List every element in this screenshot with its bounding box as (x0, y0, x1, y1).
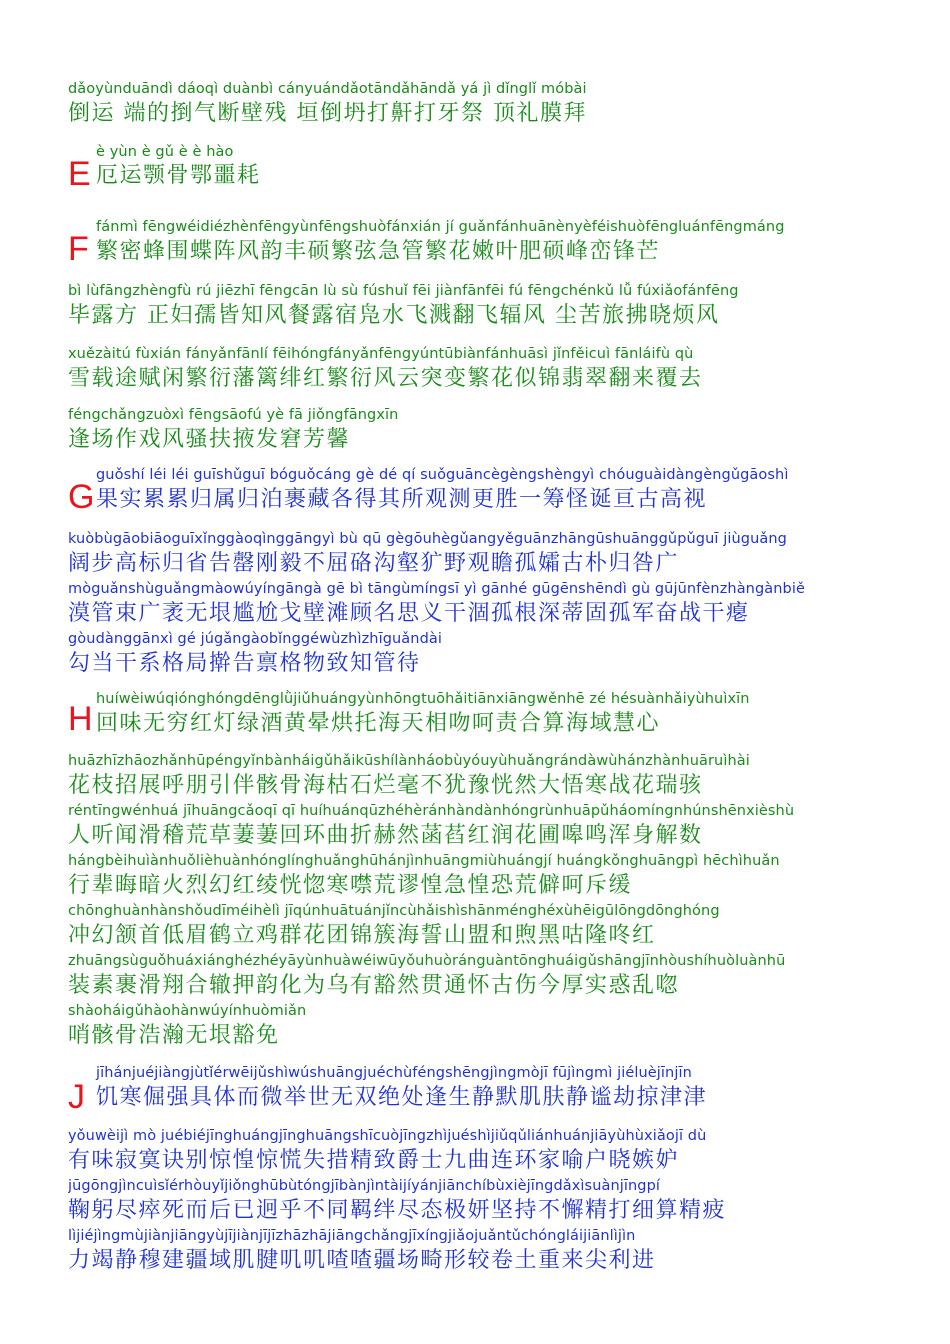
hanzi-line: 冲幻颔首低眉鹤立鸡群花团锦簇海誓山盟和煦黑咕隆咚红 (68, 923, 656, 948)
hanzi-line: 倒运 端的捯气断壁残 垣倒坍打鼾打牙祭 顶礼膜拜 (68, 101, 587, 126)
hanzi-line: 勾当干系格局擀告禀格物致知管待 (68, 651, 421, 676)
pinyin-line: è yùn è gǔ è è hào (96, 144, 234, 160)
pinyin-line: yǒuwèijì mò juébiéjīnghuángjīnghuāngshīcuòjīngzhìjuéshìjiǔqǔliánhuánjiāyùhùxiǎojī dù (68, 1128, 707, 1144)
section-letter-g: G (68, 478, 95, 516)
hanzi-line: 漠管束广袤无垠尴尬戈壁滩顾名思义干涸孤根深蒂固孤军奋战干瘪 (68, 601, 750, 626)
hanzi-line: 鞠躬尽瘁死而后已迥乎不同羁绊尽态极妍坚持不懈精打细算精疲 (68, 1198, 727, 1223)
section-letter-e: E (68, 155, 91, 193)
hanzi-line: 饥寒倔强具体而微举世无双绝处逢生静默肌肤静谧劫掠津津 (96, 1085, 708, 1110)
pinyin-line: féngchǎngzuòxì fēngsāofú yè fā jiǒngfāngxīn (68, 407, 399, 423)
hanzi-line: 果实累累归属归泊裹藏各得其所观测更胜一筹怪诞亘古高视 (96, 487, 708, 512)
pinyin-line: hángbèihuìànhuǒlièhuànhónglínghuǎnghūhánjìnhuāngmiùhuángjí huángkǒnghuāngpì hēchìhuǎn (68, 853, 780, 869)
hanzi-line: 阔步高标归省告罄刚毅不屈硌沟壑犷野观瞻孤孀古朴归咎广 (68, 551, 680, 576)
pinyin-line: xuězàitú fùxián fányǎnfānlí fēihóngfányǎnfēngyúntūbiànfánhuāsì jǐnfěicuì fānláifù qù (68, 346, 694, 362)
pinyin-line: jīhánjuéjiàngjùtǐérwēijǔshìwúshuāngjuéchùféngshēngjìngmòjī fūjìngmì jiéluèjīnjīn (96, 1065, 692, 1081)
hanzi-line: 人听闻滑稽荒草萋萋回环曲折赫然菡萏红润花圃嗥鸣浑身解数 (68, 823, 703, 848)
pinyin-line: shàoháigǔhàohànwúyínhuòmiǎn (68, 1003, 307, 1019)
hanzi-line: 花枝招展呼朋引伴骸骨海枯石烂毫不犹豫恍然大悟寒战花瑞骇 (68, 773, 703, 798)
pinyin-line: gòudànggānxì gé júgǎngàobǐnggéwùzhìzhīguǎndài (68, 631, 442, 647)
pinyin-line: guǒshí léi léi guīshǔguī bóguǒcáng gè dé qí suǒguāncègèngshèngyì chóuguàidàngèngǔgāoshì (96, 467, 789, 483)
pinyin-line: huāzhīzhāozhǎnhūpéngyǐnbànháigǔhǎikūshílànháobùyóuyùhuǎngrándàwùhánzhànhuāruìhài (68, 753, 750, 769)
pinyin-line: zhuāngsùguǒhuáxiánghézhéyāyùnhuàwéiwūyǒuhuòránguàntōnghuáigǔshāngjīnhòushíhuòluànhū (68, 953, 786, 969)
hanzi-line: 毕露方 正妇孺皆知风餐露宿凫水飞溅翻飞辐风 尘苦旅拂晓烦风 (68, 303, 720, 328)
hanzi-line: 有味寂寞诀别惊惶惊慌失措精致爵士九曲连环家喻户晓嫉妒 (68, 1148, 680, 1173)
hanzi-line: 行辈晦暗火烈幻红绫恍惚寒噤荒谬惶急惶恐荒僻呵斥缓 (68, 873, 633, 898)
hanzi-line: 逢场作戏风骚扶掖发窘芳馨 (68, 427, 351, 452)
hanzi-line: 力竭静穆建疆域肌腱叽叽喳喳疆场畸形较卷土重来尖利进 (68, 1248, 656, 1273)
hanzi-line: 厄运颚骨鄂噩耗 (96, 163, 261, 188)
hanzi-line: 繁密蜂围蝶阵风韵丰硕繁弦急管繁花嫩叶肥硕峰峦锋芒 (96, 239, 661, 264)
pinyin-line: lìjiéjìngmùjiànjiāngyùjījiànjījīzhāzhājiāngchǎngjīxíngjiǎojuǎntǔchóngláijiānlìjìn (68, 1228, 636, 1244)
section-letter-j: J (68, 1078, 85, 1116)
pinyin-line: kuòbùgāobiāoguīxǐnggàoqìnggāngyì bù qū gègōuhègǔangyěguānzhāngūshuānggǔpǔguī jiùguǎng (68, 531, 787, 547)
hanzi-line: 雪载途赋闲繁衍藩篱绯红繁衍风云突变繁花似锦翡翠翻来覆去 (68, 366, 703, 391)
pinyin-line: dǎoyùnduāndì dáoqì duànbì cányuándǎotāndǎhāndǎ yá jì dǐnglǐ móbài (68, 81, 587, 97)
pinyin-line: mòguǎnshùguǎngmàowúyíngāngà gē bì tāngùmíngsī yì gānhé gūgēnshēndì gù gūjūnfènzhàngànbiě (68, 581, 806, 597)
hanzi-line: 回味无穷红灯绿酒黄晕烘托海天相吻呵责合算海域慧心 (96, 711, 661, 736)
pinyin-line: jūgōngjìncuìsǐérhòuyǐjiǒnghūbùtóngjībànjìntàijíyánjiānchíbùxièjīngdǎxìsuànjīngpí (68, 1178, 661, 1194)
section-letter-f: F (68, 230, 89, 268)
pinyin-line: chōnghuànhànshǒudīméihèlì jīqúnhuātuánjǐncùhǎishìshānménghéxùhēigūlōngdōnghóng (68, 903, 720, 919)
section-letter-h: H (68, 700, 93, 738)
pinyin-line: bì lùfāngzhèngfù rú jiēzhī fēngcān lù sù fúshuǐ fēi jiànfānfēi fú fēngchénkǔ lǚ fúxiǎofánfēng (68, 283, 739, 299)
pinyin-line: huíwèiwúqiónghóngdēnglǜjiǔhuángyùnhōngtuōhǎitiānxiāngwěnhē zé hésuànhǎiyùhuìxīn (96, 691, 750, 707)
hanzi-line: 哨骸骨浩瀚无垠豁免 (68, 1023, 280, 1048)
pinyin-line: fánmì fēngwéidiézhènfēngyùnfēngshuòfánxián jí guǎnfánhuānènyèféishuòfēngluánfēngmáng (96, 219, 785, 235)
hanzi-line: 装素裹滑翔合辙押韵化为乌有豁然贯通怀古伤今厚实惑乱唿 (68, 973, 680, 998)
pinyin-line: réntīngwénhuá jīhuāngcǎoqī qī huíhuánqūzhéhèránhàndànhóngrùnhuāpǔháomíngnhúnshēnxièshù (68, 803, 795, 819)
